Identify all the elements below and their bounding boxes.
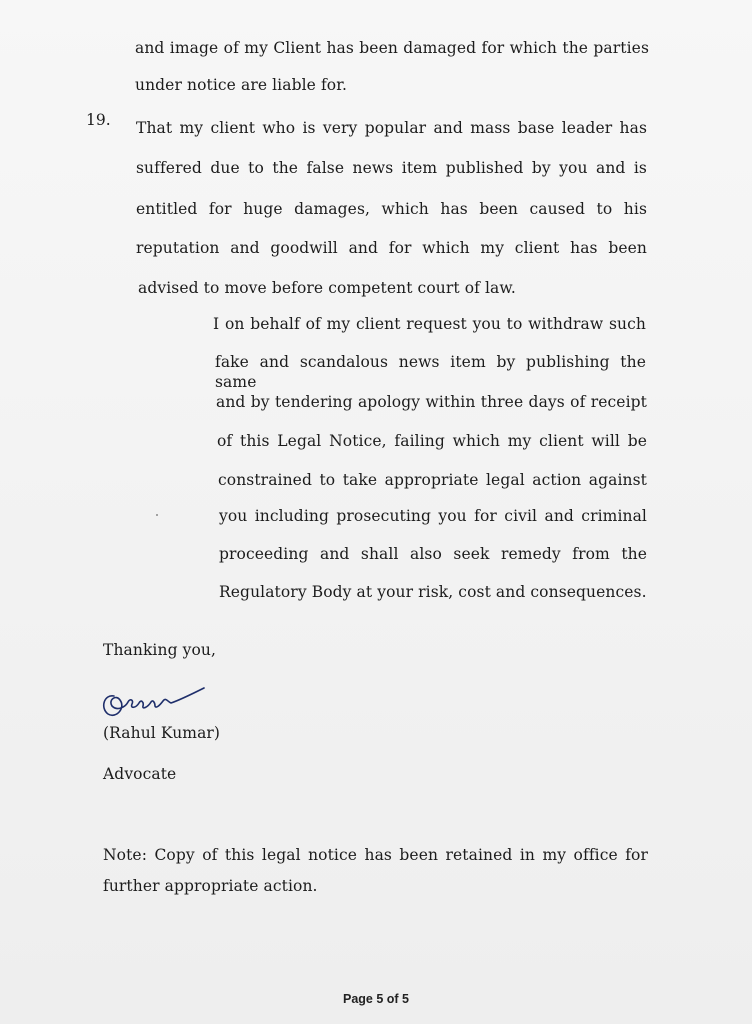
paragraph-19-line-3: entitled for huge damages, which has been caused to his [136,200,647,218]
page-number: Page 5 of 5 [343,992,409,1006]
request-line-6: you including prosecuting you for civil and criminal [219,507,647,525]
paragraph-number-19: 19. [86,111,111,129]
stray-mark [156,514,158,516]
request-line-1: I on behalf of my client request you to withdraw such [213,315,646,333]
paragraph-19-line-4: reputation and goodwill and for which my client has been [136,239,647,257]
note-line-2: further appropriate action. [103,877,318,895]
request-line-3: and by tendering apology within three days of receipt [216,393,647,411]
request-line-4: of this Legal Notice, failing which my client will be [217,432,647,450]
note-line-1: Note: Copy of this legal notice has been retained in my office for [103,846,648,864]
signatory-designation: Advocate [103,765,177,783]
paragraph-19-line-1: That my client who is very popular and mass base leader has [136,119,647,137]
request-line-7: proceeding and shall also seek remedy from the [219,545,647,563]
signatory-name: (Rahul Kumar) [103,724,221,742]
continuation-line-2: under notice are liable for. [135,76,348,94]
paragraph-19-line-2: suffered due to the false news item published by you and is [136,159,647,177]
request-line-2: fake and scandalous news item by publishing the same [215,353,646,391]
closing-salutation: Thanking you, [103,641,217,659]
request-line-5: constrained to take appropriate legal action against [218,471,647,489]
request-line-8: Regulatory Body at your risk, cost and consequences. [219,583,647,601]
signature-icon [96,676,208,722]
paragraph-19-line-5: advised to move before competent court of law. [138,279,516,297]
continuation-line-1: and image of my Client has been damaged for which the parties [135,39,649,57]
